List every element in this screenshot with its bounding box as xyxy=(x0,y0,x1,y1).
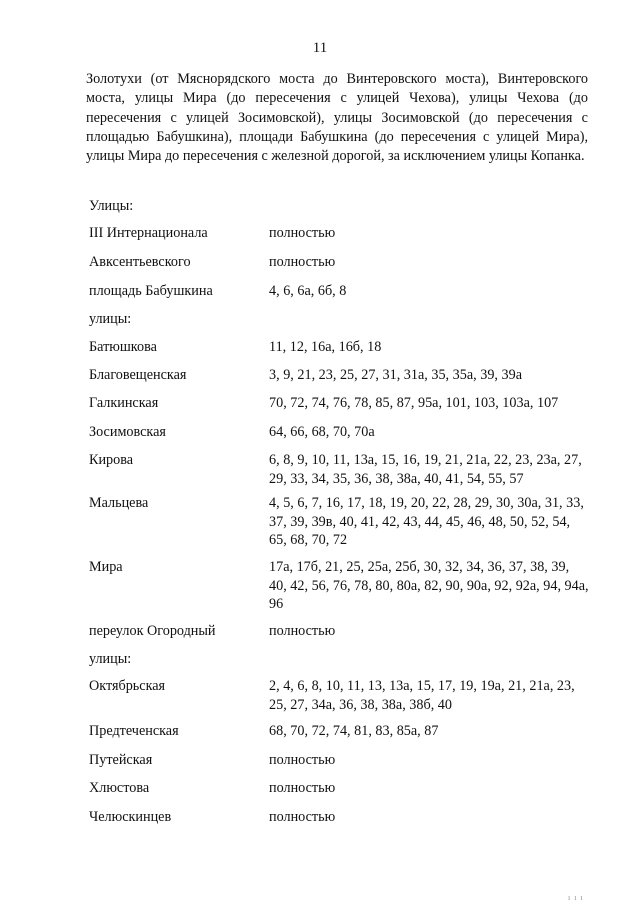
street-name: Путейская xyxy=(89,752,153,768)
section-label-streets: улицы: xyxy=(89,311,132,327)
street-addresses: полностью xyxy=(269,225,336,241)
street-name: Предтеченская xyxy=(89,723,179,739)
street-name: Галкинская xyxy=(89,395,159,411)
street-name: III Интернационала xyxy=(89,225,208,241)
intro-paragraph: Золотухи (от Мяснорядского моста до Винтеровского моста), Винтеровского моста, улицы Мира (до пересечения с улицей Чехова), улицы Чехова (до пересечения с улицей Зосимовской), улицы Зосимовской (до пересечения с площадью Бабушкина), площади Бабушкина (до пересечения с улицей Мира), улицы Мира до пересечения с железной дорогой, за исключением улицы Копанка. xyxy=(86,71,588,165)
street-addresses: 2, 4, 6, 8, 10, 11, 13, 13а, 15, 17, 19, 19а, 21, 21а, 23, 25, 27, 34а, 36, 38, 38а, 38б, 40 xyxy=(269,678,575,713)
street-name: Мальцева xyxy=(89,495,149,511)
street-name: Хлюстова xyxy=(89,780,150,796)
street-name: Октябрьская xyxy=(89,678,166,694)
street-name: Кирова xyxy=(89,452,134,468)
street-addresses: полностью xyxy=(269,254,336,270)
street-addresses: 11, 12, 16а, 16б, 18 xyxy=(269,339,382,355)
street-addresses: полностью xyxy=(269,780,336,796)
street-addresses: 70, 72, 74, 76, 78, 85, 87, 95а, 101, 103, 103а, 107 xyxy=(269,395,559,411)
street-addresses: 3, 9, 21, 23, 25, 27, 31, 31а, 35, 35а, 39, 39а xyxy=(269,367,522,383)
street-addresses: полностью xyxy=(269,752,336,768)
street-name: Мира xyxy=(89,559,123,575)
street-name: Челюскинцев xyxy=(89,809,172,825)
street-name: Батюшкова xyxy=(89,339,157,355)
street-name: переулок Огородный xyxy=(89,623,216,639)
street-name: Авксентьевского xyxy=(89,254,191,270)
street-addresses: 4, 6, 6а, 6б, 8 xyxy=(269,283,347,299)
street-addresses: полностью xyxy=(269,623,336,639)
street-name: Зосимовская xyxy=(89,424,166,440)
street-addresses: 4, 5, 6, 7, 16, 17, 18, 19, 20, 22, 28, 29, 30, 30а, 31, 33, 37, 39, 39в, 40, 41, 42, 43, 44, 45, 46, 48, 50, 52, 54, 65, 68, 70, 72 xyxy=(269,495,584,548)
street-addresses: 64, 66, 68, 70, 70а xyxy=(269,424,375,440)
street-name: Благовещенская xyxy=(89,367,187,383)
scan-mark: ı ı ı xyxy=(568,893,584,902)
page-number: 11 xyxy=(312,40,328,56)
street-addresses: 17а, 17б, 21, 25, 25а, 25б, 30, 32, 34, 36, 37, 38, 39, 40, 42, 56, 76, 78, 80, 80а, 82, 90, 90а, 92, 92а, 94, 94а, 96 xyxy=(269,559,589,612)
section-label-streets: улицы: xyxy=(89,651,132,667)
section-label-streets: Улицы: xyxy=(89,198,134,214)
street-name: площадь Бабушкина xyxy=(89,283,213,299)
street-addresses: 6, 8, 9, 10, 11, 13а, 15, 16, 19, 21, 21а, 22, 23, 23а, 27, 29, 33, 34, 35, 36, 38, 38а, 40, 41, 54, 55, 57 xyxy=(269,452,582,487)
street-addresses: 68, 70, 72, 74, 81, 83, 85а, 87 xyxy=(269,723,439,739)
street-addresses: полностью xyxy=(269,809,336,825)
